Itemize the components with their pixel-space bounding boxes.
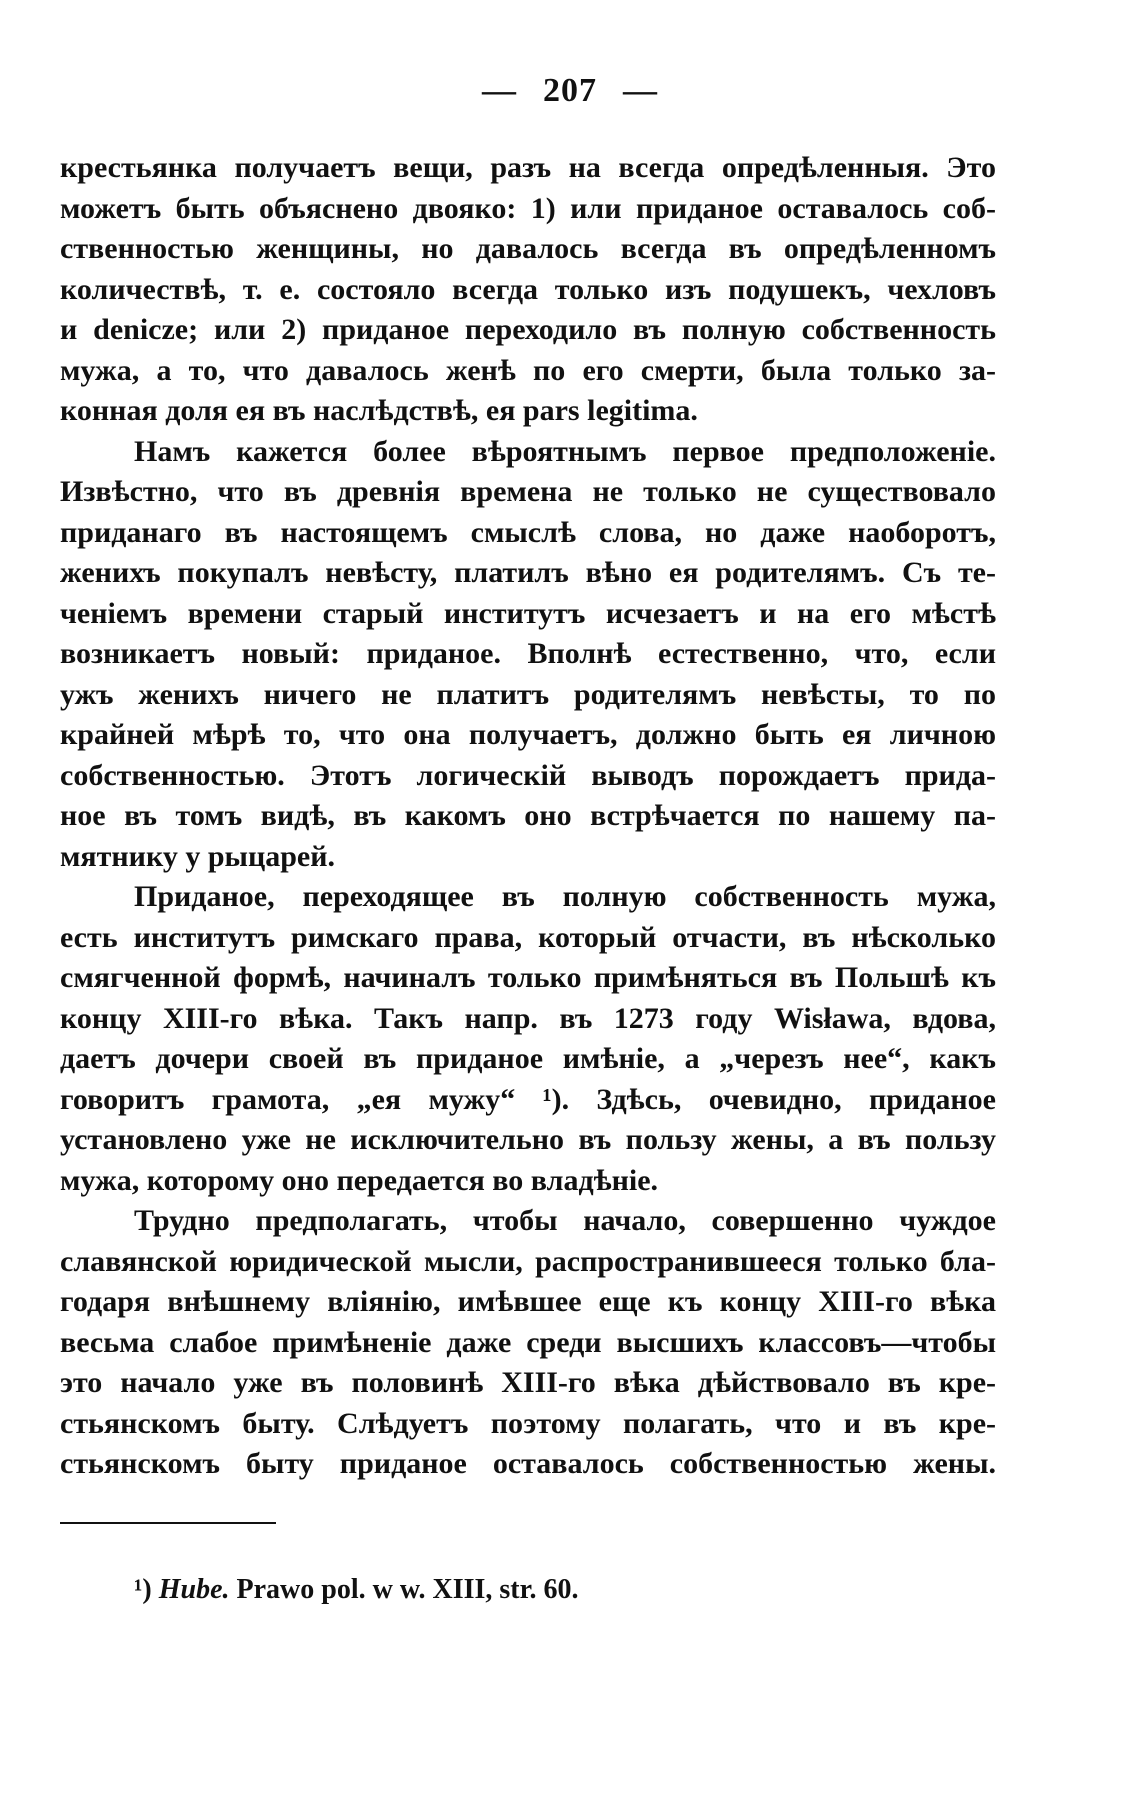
text-line: конная доля ея въ наслѣдствѣ, ея pars legitima. <box>60 394 698 427</box>
text-line: есть институтъ римскаго права, который отчасти, въ нѣсколько <box>60 920 996 954</box>
text-line: весьма слабое примѣненіе даже среди высшихъ классовъ—чтобы <box>60 1325 996 1359</box>
text-line: концу XIII-го вѣка. Такъ напр. въ 1273 году Wisława, вдова, <box>60 1001 996 1035</box>
text-line: ченіемъ времени старый институтъ исчезаетъ и на его мѣстѣ <box>60 596 996 630</box>
text-line: даетъ дочери своей въ приданое имѣніе, а „черезъ нее“, какъ <box>60 1042 996 1075</box>
text-line: собственностью. Этотъ логическій выводъ порождаетъ прида- <box>60 758 996 792</box>
text-line: крестьянка получаетъ вещи, разъ на всегда опредѣленныя. Это <box>60 151 996 184</box>
text-line: мужа, а то, что давалось женѣ по его смерти, была только за- <box>60 353 996 387</box>
text-line: это начало уже въ половинѣ XIII-го вѣка дѣйствовало въ кре- <box>60 1366 996 1399</box>
text-line: ужъ женихъ ничего не платитъ родителямъ невѣсты, то по <box>60 677 996 711</box>
text-line: ственностью женщины, но давалось всегда въ опредѣленномъ <box>60 232 996 265</box>
text-line: Намъ кажется более вѣроятнымъ первое предположеніе. <box>134 434 996 468</box>
text-line: стьянскомъ быту. Слѣдуетъ поэтому полагать, что и въ кре- <box>60 1406 996 1440</box>
text-line: приданаго въ настоящемъ смыслѣ слова, но даже наоборотъ, <box>60 515 996 549</box>
footnote-divider <box>60 1522 276 1524</box>
footnote-marker: ¹) <box>134 1574 152 1605</box>
text-line: славянской юридической мысли, распространившееся только бла- <box>60 1244 996 1278</box>
text-line: мятнику у рыцарей. <box>60 839 336 873</box>
text-line: возникаетъ новый: приданое. Вполнѣ естественно, что, если <box>60 637 996 670</box>
text-line: ное въ томъ видѣ, въ какомъ оно встрѣчается по нашему па- <box>60 799 996 832</box>
text-line: стьянскомъ быту приданое оставалось собственностью жены. <box>60 1447 996 1480</box>
header-dash-left: — <box>482 72 517 109</box>
text-line: Приданое, переходящее въ полную собственность мужа, <box>134 880 996 913</box>
text-line: женихъ покупалъ невѣсту, платилъ вѣно ея родителямъ. Съ те- <box>60 556 996 589</box>
text-line: мужа, которому оно передается во владѣніе. <box>60 1163 659 1197</box>
footnote <box>134 1574 579 1606</box>
footnote-text: Prawo pol. w w. XIII, str. 60. <box>236 1574 579 1605</box>
text-line: Трудно предполагать, чтобы начало, совершенно чуждое <box>134 1204 996 1237</box>
footnote-author: Hube. <box>158 1574 230 1605</box>
text-line: Извѣстно, что въ древнія времена не только не существовало <box>60 475 996 508</box>
text-line: годаря внѣшнему вліянію, имѣвшее еще къ концу XIII-го вѣка <box>60 1285 996 1318</box>
text-line: крайней мѣрѣ то, что она получаетъ, должно быть ея личною <box>60 718 996 751</box>
main-text <box>60 148 996 1485</box>
text-line: и denicze; или 2) приданое переходило въ полную собственность <box>60 313 996 346</box>
text-line: установлено уже не исключительно въ пользу жены, а въ пользу <box>60 1123 996 1156</box>
header-dash-right: — <box>623 72 658 109</box>
text-line: количествѣ, т. е. состояло всегда только изъ подушекъ, чехловъ <box>60 272 996 306</box>
text-line: смягченной формѣ, начиналъ только примѣняться въ Польшѣ къ <box>60 961 996 994</box>
text-line: можетъ быть объяснено двояко: 1) или приданое оставалось соб- <box>60 191 996 225</box>
text-line: говоритъ грамота, „ея мужу“ ¹). Здѣсь, очевидно, приданое <box>60 1082 996 1116</box>
page-number: 207 <box>543 72 597 109</box>
page-number-header <box>0 72 1140 110</box>
